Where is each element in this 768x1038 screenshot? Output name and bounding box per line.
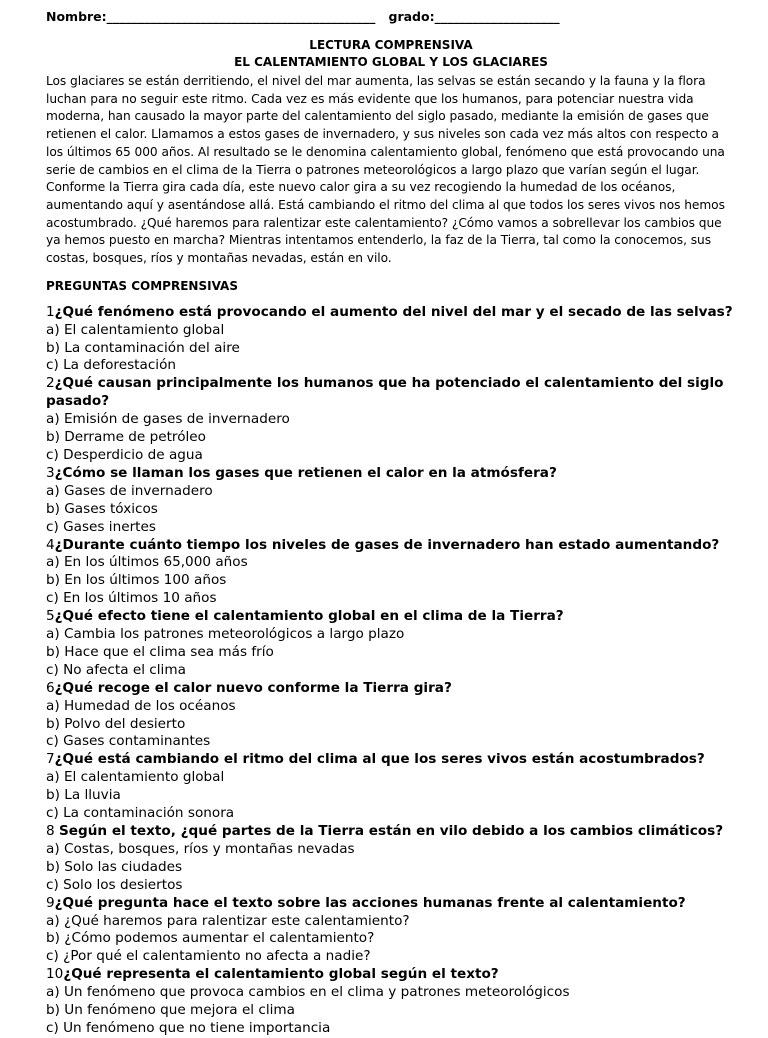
answer-option: b) ¿Cómo podemos aumentar el calentamiento? bbox=[46, 930, 375, 947]
question-text: ¿Qué está cambiando el ritmo del clima al que los seres vivos están acostumbrados? bbox=[54, 751, 705, 768]
questions-heading: PREGUNTAS COMPRENSIVAS bbox=[46, 278, 238, 293]
questions-list bbox=[46, 304, 736, 1038]
question-text: ¿Qué representa el calentamiento global según el texto? bbox=[63, 966, 499, 983]
question-text: ¿Qué pregunta hace el texto sobre las acciones humanas frente al calentamiento? bbox=[54, 894, 686, 911]
answer-option: a) Cambia los patrones meteorológicos a largo plazo bbox=[46, 626, 405, 643]
question-text: ¿Qué recoge el calor nuevo conforme la Tierra gira? bbox=[54, 679, 452, 696]
answer-option: c) Un fenómeno que no tiene importancia bbox=[46, 1019, 331, 1036]
student-header bbox=[46, 6, 736, 27]
question-item bbox=[46, 823, 736, 895]
answer-option: c) No afecta el clima bbox=[46, 661, 186, 678]
answer-option: b) Derrame de petróleo bbox=[46, 429, 206, 446]
question-item bbox=[46, 680, 736, 752]
answer-option: c) Gases contaminantes bbox=[46, 733, 211, 750]
question-item bbox=[46, 608, 736, 680]
answer-option: a) Emisión de gases de invernadero bbox=[46, 411, 290, 428]
answer-option: c) En los últimos 10 años bbox=[46, 590, 217, 607]
question-line bbox=[46, 823, 736, 841]
question-text: ¿Qué causan principalmente los humanos que ha potenciado el calentamiento del siglo pasado? bbox=[46, 375, 724, 410]
question-line bbox=[46, 375, 736, 411]
question-text: ¿Cómo se llaman los gases que retienen el calor en la atmósfera? bbox=[54, 464, 557, 481]
question-item bbox=[46, 751, 736, 823]
answer-option: c) Desperdicio de agua bbox=[46, 446, 203, 463]
question-number: 9 bbox=[46, 894, 55, 911]
answer-option: a) Costas, bosques, ríos y montañas nevadas bbox=[46, 840, 355, 857]
question-text: ¿Durante cuánto tiempo los niveles de gases de invernadero han estado aumentando? bbox=[54, 536, 720, 553]
question-line bbox=[46, 465, 736, 483]
question-item bbox=[46, 375, 736, 465]
question-number: 1 bbox=[46, 303, 55, 320]
worksheet-page bbox=[46, 6, 736, 1038]
answer-option: b) Hace que el clima sea más frío bbox=[46, 643, 274, 660]
question-item bbox=[46, 465, 736, 537]
answer-option: a) El calentamiento global bbox=[46, 321, 225, 338]
question-text: ¿Qué fenómeno está provocando el aumento del nivel del mar y el secado de las selvas? bbox=[54, 303, 733, 320]
answer-option: c) ¿Por qué el calentamiento no afecta a nadie? bbox=[46, 948, 371, 965]
question-item bbox=[46, 537, 736, 609]
answer-option: a) Humedad de los océanos bbox=[46, 697, 236, 714]
question-number: 6 bbox=[46, 679, 55, 696]
answer-option: b) En los últimos 100 años bbox=[46, 572, 227, 589]
question-line bbox=[46, 537, 736, 555]
answer-option: c) La contaminación sonora bbox=[46, 805, 235, 822]
answer-option: a) Un fenómeno que provoca cambios en el clima y patrones meteorológicos bbox=[46, 984, 570, 1001]
grade-field-label: grado:____________________ bbox=[388, 9, 560, 24]
answer-option: c) Gases inertes bbox=[46, 518, 156, 535]
answer-option: b) La contaminación del aire bbox=[46, 339, 240, 356]
answer-option: a) ¿Qué haremos para ralentizar este calentamiento? bbox=[46, 912, 410, 929]
answer-option: b) Polvo del desierto bbox=[46, 715, 186, 732]
reading-passage: Los glaciares se están derritiendo, el nivel del mar aumenta, las selvas se están secando y la fauna y la flora luchan para no seguir este ritmo. Cada vez es más evidente que los humanos, para potenciar nuestra vida moderna, han causado la mayor parte del calentamiento del siglo pasado, mediante la emisión de gases que retienen el calor. Llamamos a estos gases de invernadero, y sus niveles son cada vez más altos con respecto a los últimos 65 000 años. Al resultado se le denomina calentamiento global, fenómeno que está provocando una serie de cambios en el clima de la Tierra o patrones meteorológicos a largo plazo que varían según el lugar. Conforme la Tierra gira cada día, este nuevo calor gira a su vez recogiendo la humedad de los océanos, aumentando aquí y asentándose allá. Está cambiando el ritmo del clima al que todos los seres vivos nos hemos acostumbrado. ¿Qué haremos para ralentizar este calentamiento? ¿Cómo vamos a sobrellevar los cambios que ya hemos puesto en marcha? Mientras intentamos entenderlo, la faz de la Tierra, tal como la conocemos, sus costas, bosques, ríos y montañas nevadas, están en vilo. bbox=[46, 74, 725, 266]
question-number: 4 bbox=[46, 536, 55, 553]
answer-option: b) Gases tóxicos bbox=[46, 500, 158, 517]
answer-option: a) Gases de invernadero bbox=[46, 482, 213, 499]
answer-option: c) Solo los desiertos bbox=[46, 876, 183, 893]
reading-title: EL CALENTAMIENTO GLOBAL Y LOS GLACIARES bbox=[234, 55, 548, 69]
question-item bbox=[46, 304, 736, 376]
answer-option: a) El calentamiento global bbox=[46, 769, 225, 786]
answer-option: c) La deforestación bbox=[46, 357, 176, 374]
question-line bbox=[46, 895, 736, 913]
question-number: 5 bbox=[46, 608, 55, 625]
question-line bbox=[46, 966, 736, 984]
question-line bbox=[46, 751, 736, 769]
question-line bbox=[46, 304, 736, 322]
answer-option: a) En los últimos 65,000 años bbox=[46, 554, 248, 571]
answer-option: b) La lluvia bbox=[46, 787, 121, 804]
question-line bbox=[46, 608, 736, 626]
question-number: 8 bbox=[46, 823, 59, 840]
question-line bbox=[46, 680, 736, 698]
question-number: 3 bbox=[46, 464, 55, 481]
question-text: ¿Qué efecto tiene el calentamiento global en el clima de la Tierra? bbox=[54, 608, 564, 625]
question-number: 10 bbox=[46, 966, 64, 983]
question-number: 7 bbox=[46, 751, 55, 768]
question-number: 2 bbox=[46, 375, 55, 392]
answer-option: b) Un fenómeno que mejora el clima bbox=[46, 1002, 296, 1019]
question-text: Según el texto, ¿qué partes de la Tierra están en vilo debido a los cambios climáticos? bbox=[58, 823, 724, 840]
name-field-label: Nombre:___________________________________________ bbox=[46, 9, 376, 24]
answer-option: b) Solo las ciudades bbox=[46, 858, 183, 875]
question-item bbox=[46, 966, 736, 1038]
worksheet-title: LECTURA COMPRENSIVA bbox=[309, 38, 473, 52]
question-item bbox=[46, 895, 736, 967]
